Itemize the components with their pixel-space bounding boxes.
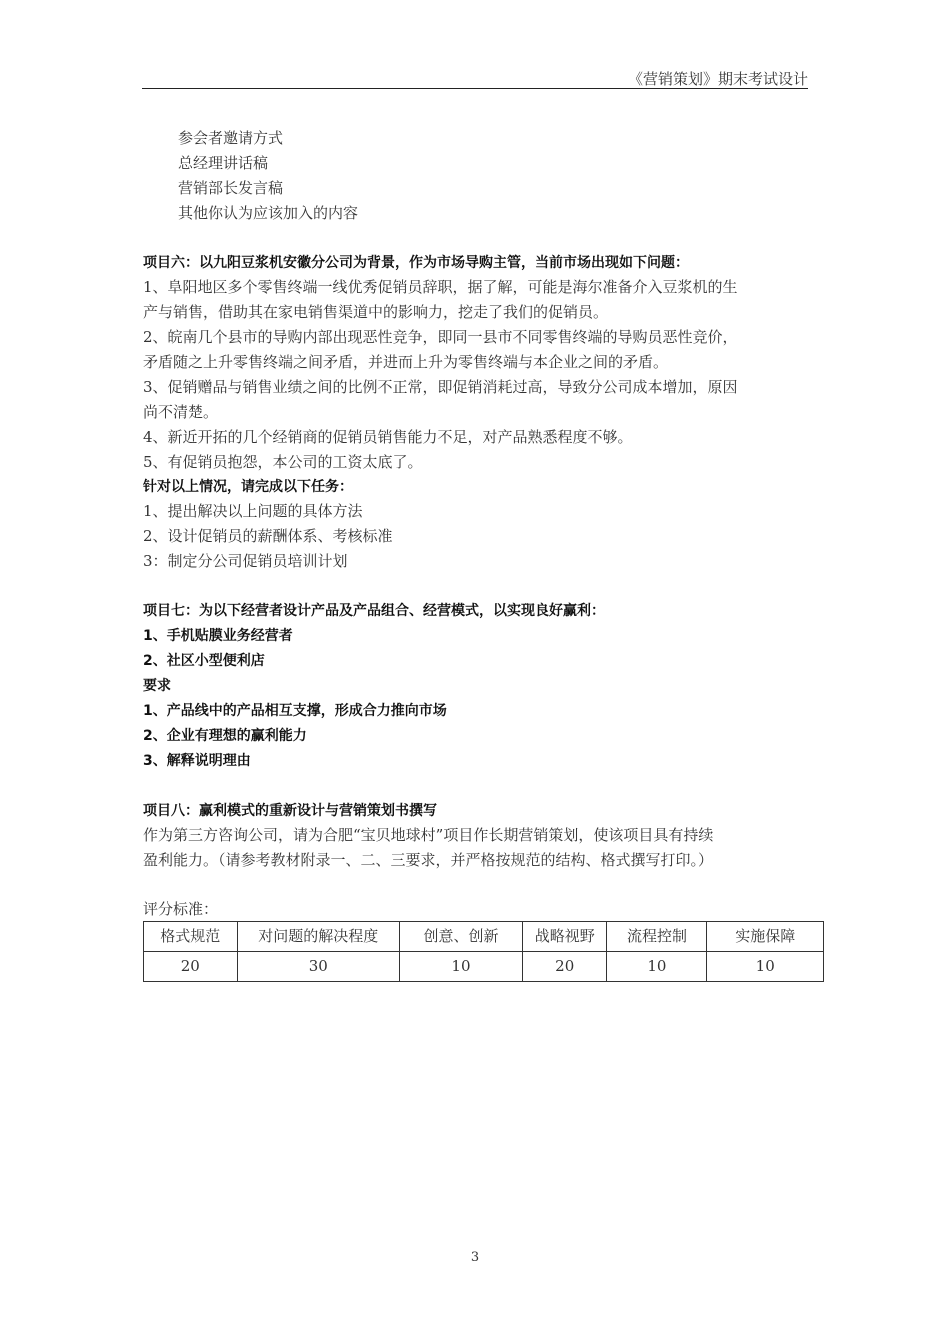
project6-line: 尚不清楚。 (143, 403, 219, 421)
project6-line: 5、有促销员抱怨，本公司的工资太底了。 (143, 453, 423, 471)
scoring-header-cell: 流程控制 (607, 922, 707, 952)
project6-task: 1、提出解决以上问题的具体方法 (143, 502, 363, 520)
scoring-value-cell: 10 (399, 952, 522, 982)
project6-task: 2、设计促销员的薪酬体系、考核标准 (143, 527, 393, 545)
project7-req-heading: 要求 (143, 678, 171, 694)
scoring-header-row (144, 922, 824, 952)
project6-line: 1、阜阳地区多个零售终端一线优秀促销员辞职，据了解，可能是海尔准备介入豆浆机的生 (143, 278, 738, 296)
project6-task: 3：制定分公司促销员培训计划 (143, 552, 348, 570)
project7-heading: 项目七：为以下经营者设计产品及产品组合、经营模式，以实现良好赢利： (143, 603, 605, 619)
project8-heading: 项目八：赢利模式的重新设计与营销策划书撰写 (143, 803, 437, 819)
project6-line: 产与销售，借助其在家电销售渠道中的影响力，挖走了我们的促销员。 (143, 303, 609, 321)
scoring-header-cell: 创意、创新 (399, 922, 522, 952)
project7-requirement: 1、产品线中的产品相互支撑，形成合力推向市场 (143, 703, 447, 719)
project8-line: 作为第三方咨询公司，请为合肥“宝贝地球村”项目作长期营销策划，使该项目具有持续 (143, 826, 714, 844)
invitation-item: 其他你认为应该加入的内容 (178, 204, 359, 222)
scoring-header-cell: 战略视野 (523, 922, 607, 952)
header-divider (142, 88, 808, 89)
scoring-value-cell: 30 (237, 952, 399, 982)
project7-requirement: 2、企业有理想的赢利能力 (143, 728, 307, 744)
invitation-item: 参会者邀请方式 (178, 129, 284, 147)
scoring-value-cell: 10 (607, 952, 707, 982)
scoring-header-cell: 实施保障 (707, 922, 824, 952)
scoring-table (143, 921, 824, 982)
scoring-value-cell: 20 (144, 952, 238, 982)
header-title: 《营销策划》期末考试设计 (627, 70, 808, 88)
project6-heading: 项目六：以九阳豆浆机安徽分公司为背景，作为市场导购主管，当前市场出现如下问题： (143, 255, 689, 271)
invitation-item: 营销部长发言稿 (178, 179, 284, 197)
project6-line: 3、促销赠品与销售业绩之间的比例不正常，即促销消耗过高，导致分公司成本增加，原因 (143, 378, 738, 396)
scoring-value-cell: 20 (523, 952, 607, 982)
scoring-value-row (144, 952, 824, 982)
project6-line: 4、新近开拓的几个经销商的促销员销售能力不足，对产品熟悉程度不够。 (143, 428, 633, 446)
project8-line: 盈利能力。（请参考教材附录一、二、三要求，并严格按规范的结构、格式撰写打印。） (143, 851, 714, 869)
project6-line: 矛盾随之上升零售终端之间矛盾，并进而上升为零售终端与本企业之间的矛盾。 (143, 353, 669, 371)
project7-item: 1、手机贴膜业务经营者 (143, 628, 293, 644)
project6-line: 2、皖南几个县市的导购内部出现恶性竞争，即同一县市不同零售终端的导购员恶性竞价， (143, 328, 738, 346)
project6-task-heading: 针对以上情况，请完成以下任务： (143, 479, 353, 495)
project7-item: 2、社区小型便利店 (143, 653, 265, 669)
scoring-value-cell: 10 (707, 952, 824, 982)
project7-requirement: 3、解释说明理由 (143, 753, 251, 769)
page-number: 3 (470, 1250, 480, 1265)
scoring-header-cell: 格式规范 (144, 922, 238, 952)
scoring-header-cell: 对问题的解决程度 (237, 922, 399, 952)
invitation-item: 总经理讲话稿 (178, 154, 269, 172)
scoring-label: 评分标准： (143, 900, 219, 918)
